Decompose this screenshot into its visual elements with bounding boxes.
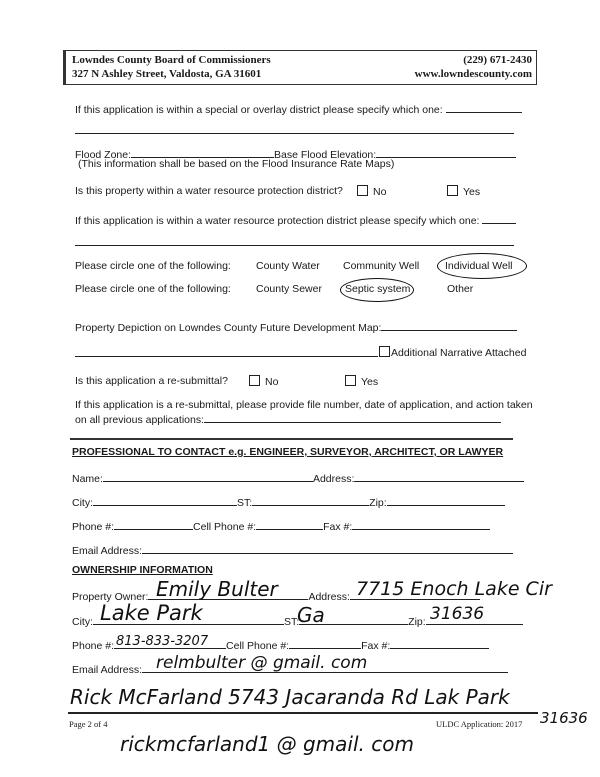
overlay-line[interactable] [75,133,514,134]
professional-heading: PROFESSIONAL TO CONTACT e.g. ENGINEER, SURVEYOR, ARCHITECT, OR LAWYER [72,446,504,458]
checkbox[interactable] [379,346,390,357]
overlay-field[interactable] [446,101,522,113]
divider [70,438,513,440]
owner-value: Emily Bulter [156,577,278,601]
handwritten-email: rickmcfarland1 @ gmail. com [120,732,414,756]
opt-other[interactable]: Other [447,283,474,295]
depiction-line[interactable] [75,356,378,357]
water-line[interactable] [75,245,514,246]
resubmittal-detail-2: on all previous applications: [75,411,501,426]
opt-septic[interactable]: Septic system [345,283,411,295]
circle-label: Please circle one of the following: [75,260,231,272]
prof-name-field[interactable] [103,470,313,482]
owner-email-value: relmbulter @ gmail. com [156,653,368,673]
org-address: 327 N Ashley Street, Valdosta, GA 31601 [72,68,262,80]
owner-phone-value: 813-833-3207 [116,634,209,649]
checkbox[interactable] [357,185,368,196]
org-name: Lowndes County Board of Commissioners [72,54,271,66]
resubmittal-question: Is this application a re-submittal? [75,375,228,387]
checkbox[interactable] [447,185,458,196]
form-version: ULDC Application: 2017 [436,719,523,729]
prof-address-field[interactable] [354,470,524,482]
prof-email-row: Email Address: [72,542,513,557]
opt-community-well[interactable]: Community Well [343,260,420,272]
prof-city-row: City: ST: Zip: [72,494,505,509]
org-website: www.lowndescounty.com [414,68,532,80]
owner-row: Property Owner: Address: [72,588,480,603]
checkbox[interactable] [249,375,260,386]
ownership-heading: OWNERSHIP INFORMATION [72,564,213,576]
prof-phone-field[interactable] [114,518,193,530]
owner-address-value: 7715 Enoch Lake Cir [356,578,552,600]
narrative-checkbox[interactable]: Additional Narrative Attached [379,346,526,359]
flood-zone-field[interactable] [131,146,274,158]
prof-zip-field[interactable] [387,494,505,506]
flood-row: Flood Zone: Base Flood Elevation: [75,146,516,161]
depiction-field[interactable] [381,319,517,331]
base-flood-field[interactable] [376,146,516,158]
circle-mark [437,253,527,279]
prof-phone-row: Phone #: Cell Phone #: Fax #: [72,518,490,533]
circle-mark [340,278,414,302]
resubmittal-field[interactable] [204,411,501,423]
owner-city-value: Lake Park [100,601,203,625]
opt-county-water[interactable]: County Water [256,260,320,272]
checkbox[interactable] [345,375,356,386]
water-field[interactable] [482,212,516,224]
page-number: Page 2 of 4 [69,719,108,729]
prof-fax-field[interactable] [352,518,490,530]
owner-zip-value: 31636 [430,604,485,624]
prof-name-row: Name: Address: [72,470,524,485]
owner-phone-row: Phone #: Cell Phone #: Fax #: [72,637,489,652]
water-specify: If this application is within a water resource protection district please specify which one: [75,212,516,227]
prof-cell-field[interactable] [256,518,323,530]
water-question: Is this property within a water resource protection district? [75,185,343,197]
resubmittal-detail: If this application is a re-submittal, please provide file number, date of application, and action taken [75,399,533,411]
depiction-label: Property Depiction on Lowndes County Future Development Map: [75,319,517,334]
overlay-question: If this application is within a special or overlay district please specify which one: [75,101,522,116]
prof-city-field[interactable] [93,494,237,506]
footer-rule [68,712,538,714]
prof-email-field[interactable] [142,542,513,554]
owner-st-value: Ga [297,603,325,627]
water-yes[interactable]: Yes [447,185,480,198]
resubmittal-no[interactable]: No [249,375,278,388]
owner-cell-field[interactable] [289,637,361,649]
flood-note: (This information shall be based on the Flood Insurance Rate Maps) [78,158,395,170]
owner-fax-field[interactable] [390,637,489,649]
org-phone: (229) 671-2430 [463,54,532,66]
handwritten-zip: 31636 [540,709,588,727]
prof-st-field[interactable] [252,494,369,506]
resubmittal-yes[interactable]: Yes [345,375,378,388]
opt-individual-well[interactable]: Individual Well [445,260,513,272]
owner-email-row: Email Address: [72,661,508,676]
letterhead [63,50,537,85]
water-no[interactable]: No [357,185,386,198]
owner-city-row: City: ST: Zip: [72,613,523,628]
handwritten-contact: Rick McFarland 5743 Jacaranda Rd Lak Park [70,685,510,709]
circle-label: Please circle one of the following: [75,283,231,295]
opt-county-sewer[interactable]: County Sewer [256,283,322,295]
